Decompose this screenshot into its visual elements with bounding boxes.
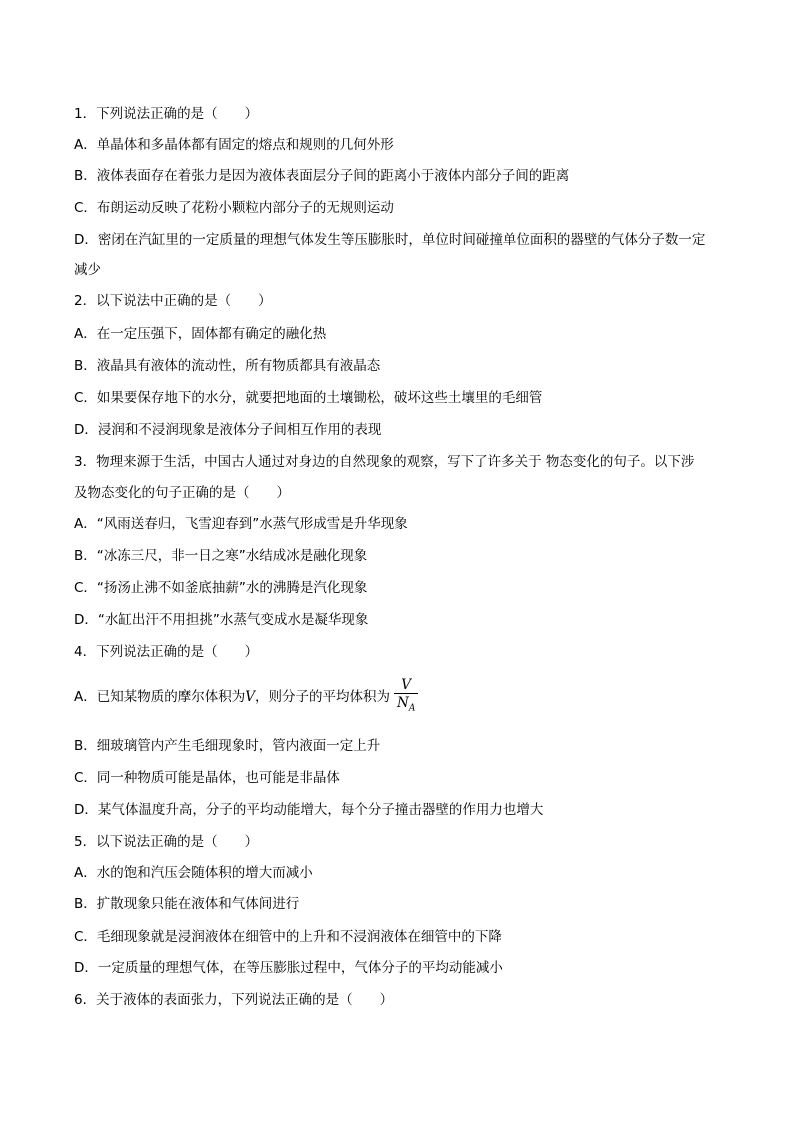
question-2-option-b: B．液晶具有液体的流动性，所有物质都具有液晶态 — [74, 358, 381, 374]
question-2-option-a: A．在一定压强下，固体都有确定的融化热 — [74, 326, 327, 342]
question-5-option-b: B．扩散现象只能在液体和气体间进行 — [74, 896, 300, 912]
question-1-option-a: A．单晶体和多晶体都有固定的熔点和规则的几何外形 — [74, 137, 394, 153]
avogadro-subscript: A — [408, 703, 416, 714]
question-1-stem: 1．下列说法正确的是（ ） — [74, 106, 259, 122]
question-3-option-b: B．“冰冻三尺，非一日之寒”水结成冰是融化现象 — [74, 548, 368, 564]
question-3-stem-cont: 及物态变化的句子正确的是（ ） — [74, 485, 290, 501]
question-3-option-a: A．“风雨送春归，飞雪迎春到”水蒸气形成雪是升华现象 — [74, 516, 408, 532]
question-5-option-d: D．一定质量的理想气体，在等压膨胀过程中，气体分子的平均动能减小 — [74, 960, 503, 976]
question-2-stem: 2．以下说法中正确的是（ ） — [74, 293, 272, 309]
question-3-option-d: D．“水缸出汗不用担挑”水蒸气变成水是凝华现象 — [74, 612, 369, 628]
avogadro-symbol: N — [397, 694, 409, 711]
question-5-option-c: C．毛细现象就是浸润液体在细管中的上升和不浸润液体在细管中的下降 — [74, 929, 502, 945]
option-a-mid: ，则分子的平均体积为 — [255, 689, 390, 705]
question-2-option-c: C．如果要保存地下的水分，就要把地面的土壤锄松，破坏这些土壤里的毛细管 — [74, 390, 543, 406]
question-1-option-b: B．液体表面存在着张力是因为液体表面层分子间的距离小于液体内部分子间的距离 — [74, 168, 570, 184]
question-1-option-d: D．密闭在汽缸里的一定质量的理想气体发生等压膨胀时，单位时间碰撞单位面积的器壁的气体分子数一定 — [74, 232, 706, 248]
option-a-prefix: A．已知某物质的摩尔体积为 — [74, 689, 246, 705]
question-5-stem: 5．以下说法正确的是（ ） — [74, 834, 259, 850]
fraction-numerator: V — [401, 676, 412, 693]
fraction-v-over-na — [394, 677, 418, 718]
question-6-stem: 6．关于液体的表面张力，下列说法正确的是（ ） — [74, 992, 394, 1008]
question-4-option-c: C．同一种物质可能是晶体，也可能是非晶体 — [74, 770, 340, 786]
question-3-option-c: C．“扬汤止沸不如釜底抽薪”水的沸腾是汽化现象 — [74, 580, 368, 596]
question-4-option-a — [74, 676, 418, 718]
question-4-option-d: D．某气体温度升高，分子的平均动能增大，每个分子撞击器壁的作用力也增大 — [74, 802, 544, 818]
question-4-option-b: B．细玻璃管内产生毛细现象时，管内液面一定上升 — [74, 738, 381, 754]
question-2-option-d: D．浸润和不浸润现象是液体分子间相互作用的表现 — [74, 422, 382, 438]
question-1-option-d-cont: 减少 — [74, 262, 101, 278]
question-3-stem: 3．物理来源于生活，中国古人通过对身边的自然现象的观察，写下了许多关于 物态变化的句子。以下涉 — [74, 454, 695, 470]
question-1-option-c: C．布朗运动反映了花粉小颗粒内部分子的无规则运动 — [74, 200, 394, 216]
question-5-option-a: A．水的饱和汽压会随体积的增大而减小 — [74, 865, 313, 881]
fraction-denominator — [394, 693, 418, 718]
question-4-stem: 4．下列说法正确的是（ ） — [74, 644, 259, 660]
molar-volume-symbol: V — [245, 689, 255, 705]
